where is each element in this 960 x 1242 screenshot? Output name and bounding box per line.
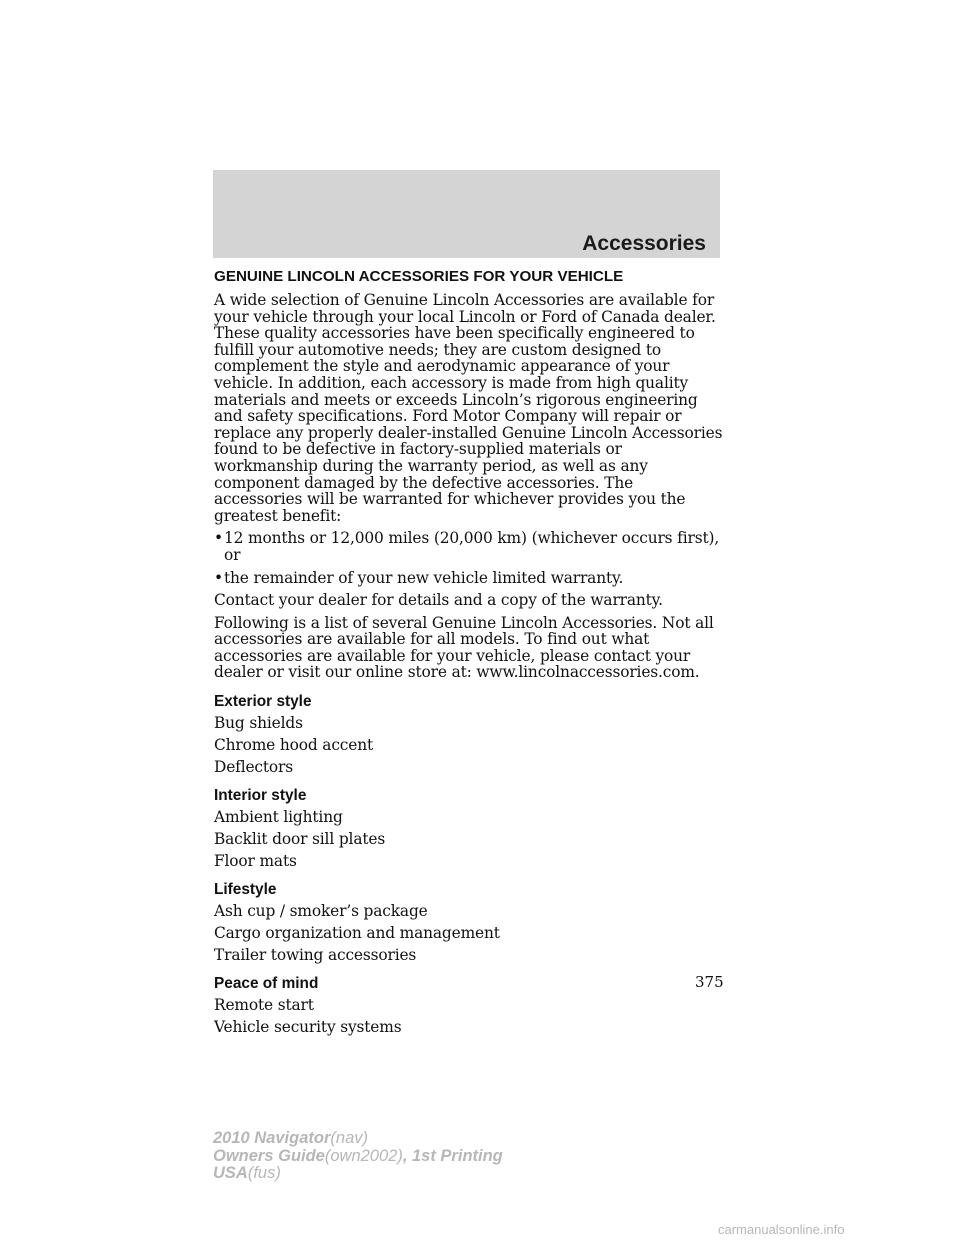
list-item: Deflectors	[214, 758, 294, 777]
bullet-icon: •	[214, 529, 223, 548]
intro-paragraph: A wide selection of Genuine Lincoln Accessories are available for your vehicle through your local Lincoln or Ford of Canada dealer. These quality accessories have been specifically engineered to fulfill your automotive needs; they are custom designed to complement the style and aerodynamic appearance of your vehicle. In addition, each accessory is made from high quality materials and meets or exceeds Lincoln’s rigorous engineering and safety specifications. Ford Motor Company will repair or replace any properly dealer-installed Genuine Lincoln Accessories found to be defective in factory-supplied materials or workmanship during the warranty period, as well as any component damaged by the defective accessories. The accessories will be warranted for whichever provides you the greatest benefit:	[214, 291, 723, 525]
footer-line-2	[213, 1148, 503, 1166]
bullet-item	[214, 570, 724, 587]
list-item: Chrome hood accent	[214, 736, 374, 755]
footer-model: 2010 Navigator	[213, 1129, 331, 1147]
list-item: Vehicle security systems	[214, 1018, 402, 1037]
bullet-icon: •	[214, 568, 223, 587]
footer-printing: , 1st Printing	[402, 1146, 503, 1165]
page-content	[214, 268, 724, 1041]
watermark: carmanualsonline.info	[718, 1222, 845, 1237]
list-item: Ambient lighting	[214, 808, 343, 827]
footer-model-code: (nav)	[330, 1129, 368, 1147]
footer-market: USA	[213, 1164, 248, 1182]
section-heading: Exterior style	[214, 693, 312, 711]
section-title: Accessories	[582, 232, 706, 255]
bullet-text: 12 months or 12,000 miles (20,000 km) (whichever occurs first), or	[224, 529, 720, 564]
section-heading: Interior style	[214, 787, 307, 805]
footer-guide-code: (own2002)	[324, 1146, 403, 1165]
list-item: Cargo organization and management	[214, 924, 500, 943]
page-number: 375	[695, 973, 724, 991]
list-item: Trailer towing accessories	[214, 946, 417, 965]
section-header-band	[213, 170, 720, 258]
section-heading: Peace of mind	[214, 975, 319, 993]
footer-market-code: (fus)	[247, 1164, 281, 1182]
section-exterior-style	[214, 693, 724, 775]
section-heading: Lifestyle	[214, 881, 277, 899]
contact-paragraph: Contact your dealer for details and a copy of the warranty.	[214, 591, 663, 610]
bullet-text: the remainder of your new vehicle limited warranty.	[224, 568, 624, 587]
bullet-item	[214, 530, 724, 563]
print-footer	[213, 1130, 503, 1183]
list-item: Backlit door sill plates	[214, 830, 386, 849]
list-item: Floor mats	[214, 852, 297, 871]
footer-line-3	[213, 1165, 503, 1183]
section-interior-style	[214, 787, 724, 869]
list-item: Ash cup / smoker’s package	[214, 902, 428, 921]
list-item: Remote start	[214, 996, 314, 1015]
section-lifestyle	[214, 881, 724, 963]
page-heading: GENUINE LINCOLN ACCESSORIES FOR YOUR VEHICLE	[214, 268, 624, 285]
footer-guide: Owners Guide	[213, 1146, 325, 1165]
following-paragraph: Following is a list of several Genuine Lincoln Accessories. Not all accessories are available for all models. To find out what accessories are available for your vehicle, please contact your dealer or visit our online store at: www.lincolnaccessories.com.	[214, 613, 714, 682]
section-peace-of-mind	[214, 975, 724, 1035]
list-item: Bug shields	[214, 714, 303, 733]
footer-line-1	[213, 1130, 503, 1148]
